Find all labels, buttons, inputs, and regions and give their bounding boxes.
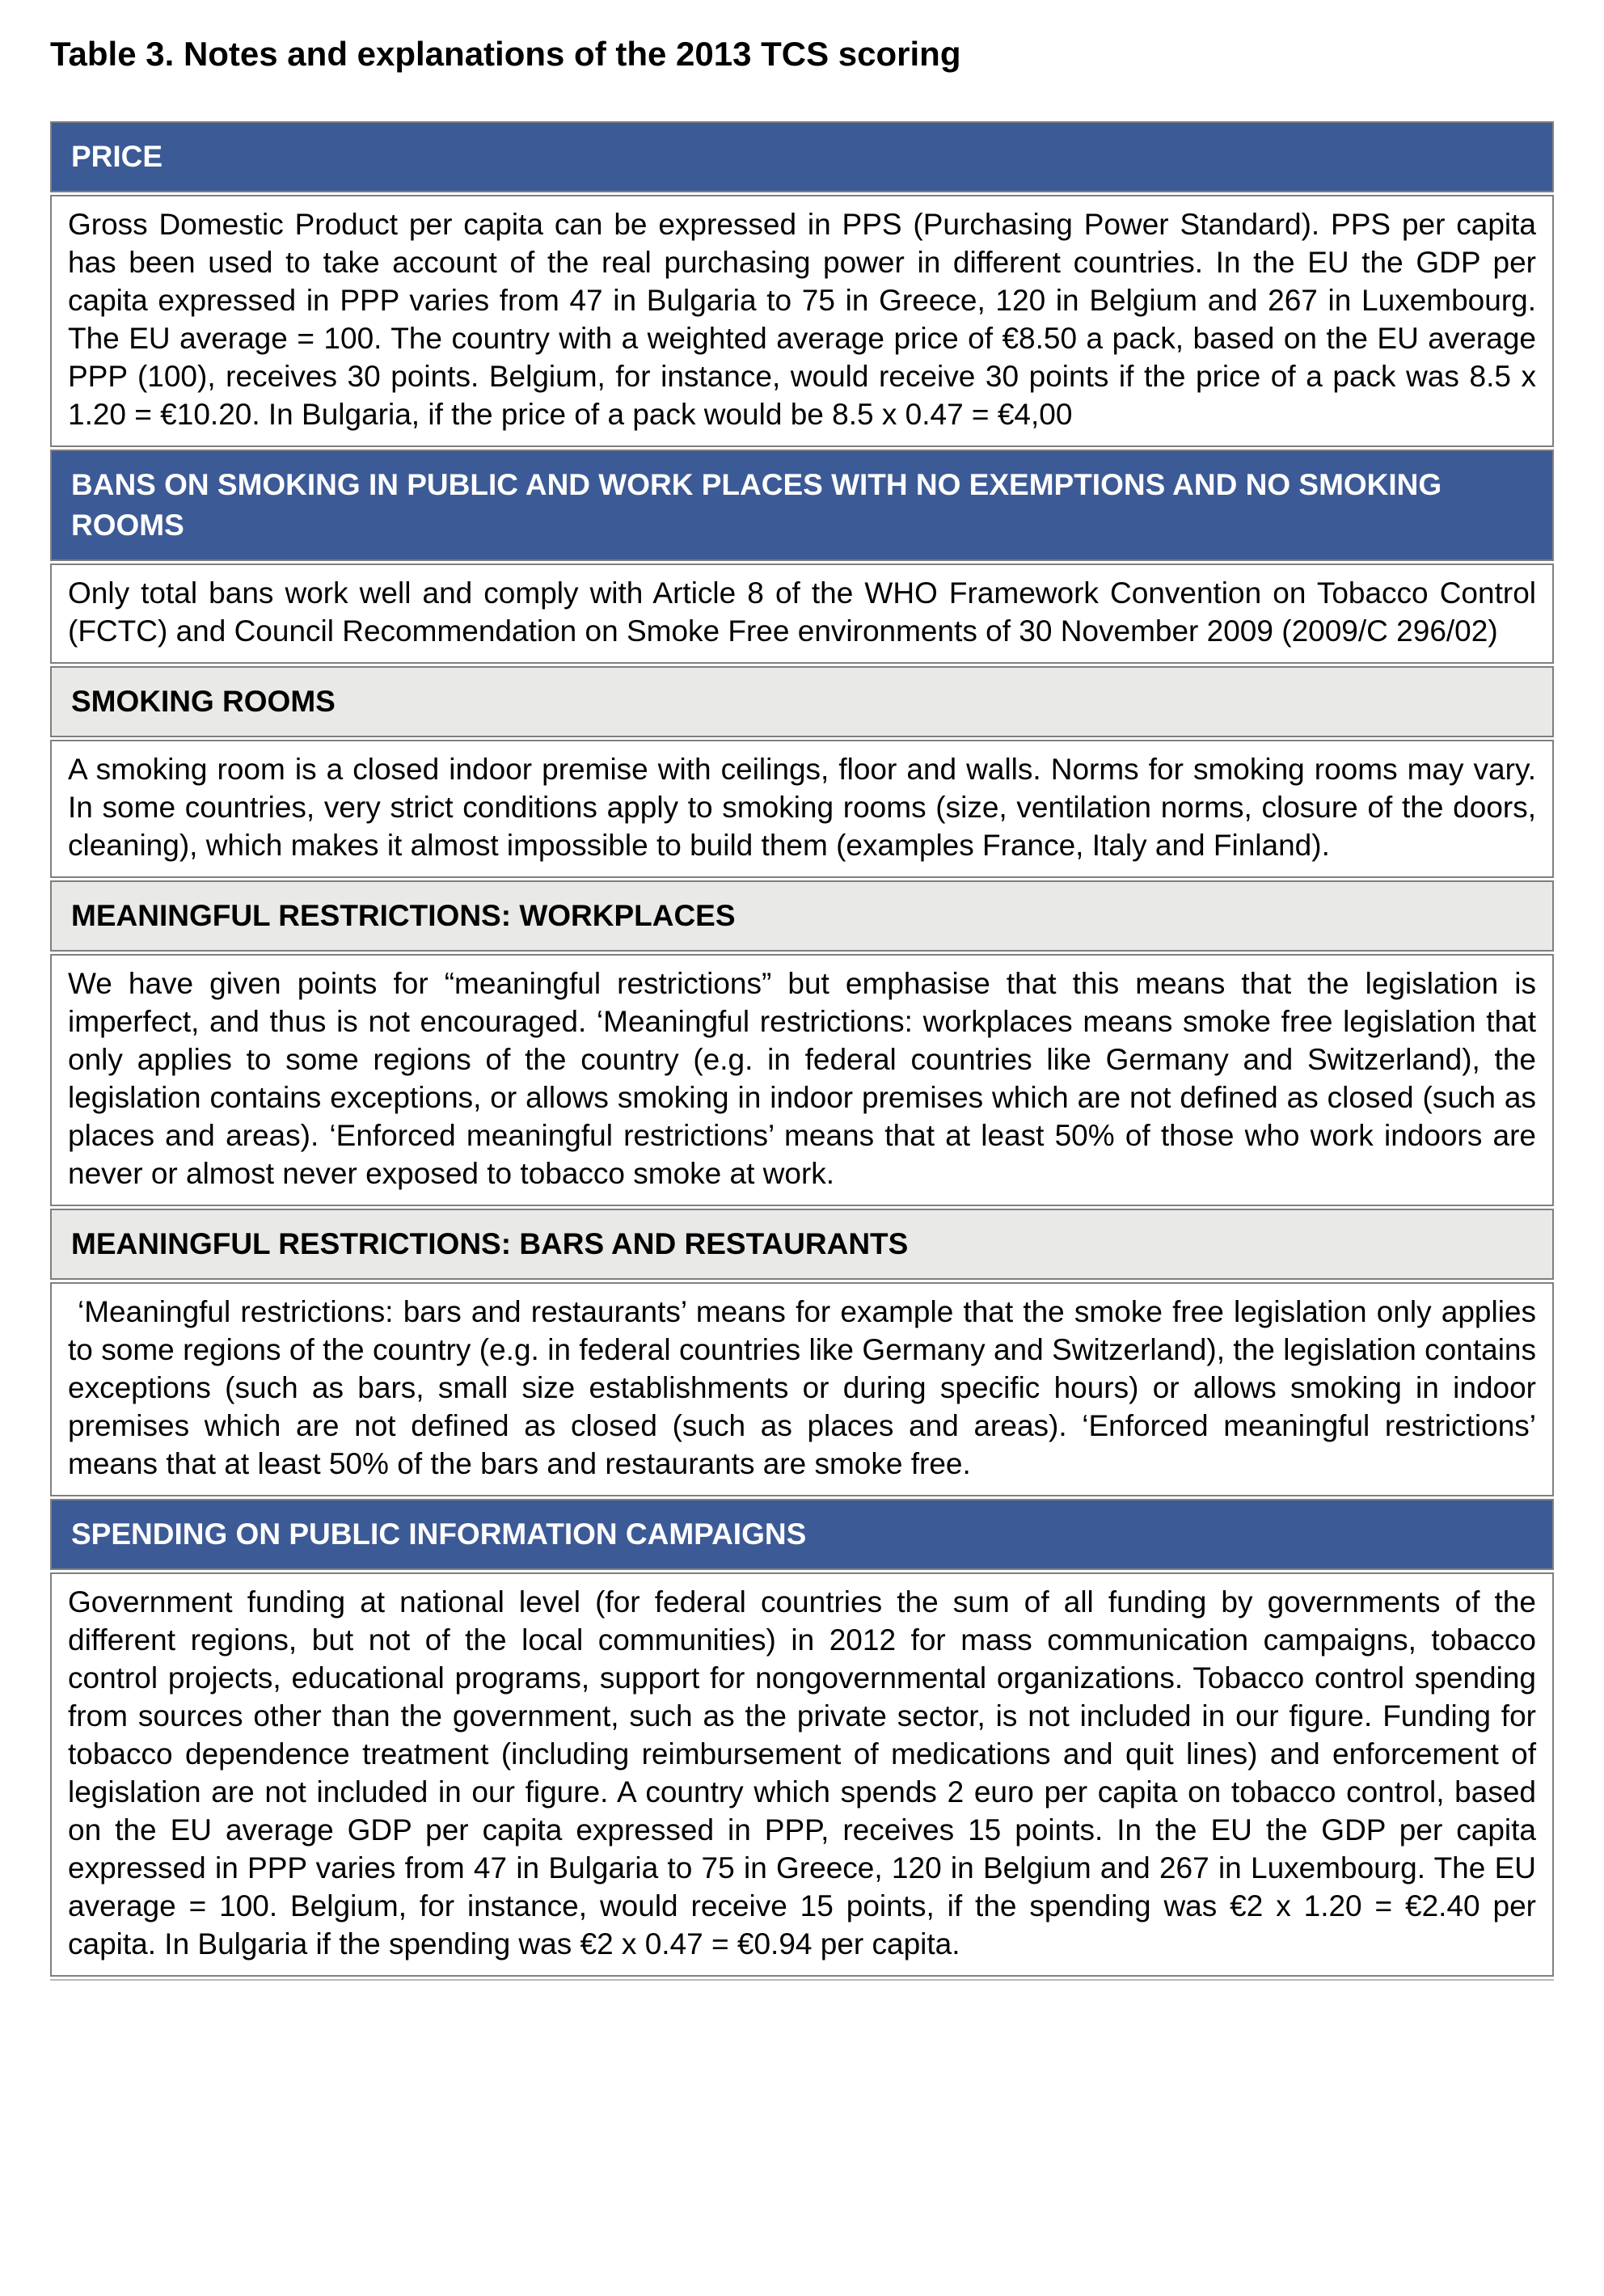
body-restrictions-workplaces (50, 954, 1554, 1206)
header-spending-campaigns-label: SPENDING ON PUBLIC INFORMATION CAMPAIGNS (71, 1517, 807, 1551)
body-restrictions-workplaces-text: We have given points for “meaningful restrictions” but emphasise that this means that the legislation is imperfect, and thus is not encouraged. ‘Meaningful restrictions: workplaces means smoke free legislation that only applies to some regions of the country (e.g. in federal countries like Germany and Switzerland), the legislation contains exceptions, or allows smoking in indoor premises which are not defined as closed (such as places and areas). ‘Enforced meaningful restrictions’ means that at least 50% of those who work indoors are never or almost never exposed to tobacco smoke at work. (68, 967, 1536, 1191)
body-smoking-rooms (50, 740, 1554, 878)
header-price (50, 121, 1554, 192)
header-restrictions-workplaces-label: MEANINGFUL RESTRICTIONS: WORKPLACES (71, 899, 736, 933)
body-restrictions-bars-restaurants (50, 1282, 1554, 1496)
header-smoking-rooms (50, 666, 1554, 737)
header-spending-campaigns (50, 1499, 1554, 1570)
body-bans-on-smoking (50, 563, 1554, 664)
header-restrictions-bars-restaurants (50, 1209, 1554, 1280)
body-price-text: Gross Domestic Product per capita can be expressed in PPS (Purchasing Power Standard). PPS per capita has been used to take account of the real purchasing power in different countries. In the EU the GDP per capita expressed in PPP varies from 47 in Bulgaria to 75 in Greece, 120 in Belgium and 267 in Luxembourg. The EU average = 100. The country with a weighted average price of €8.50 a pack, based on the EU average PPP (100), receives 30 points. Belgium, for instance, would receive 30 points if the price of a pack was 8.5 x 1.20 = €10.20. In Bulgaria, if the price of a pack would be 8.5 x 0.47 = €4,00 (68, 208, 1536, 432)
header-bans-on-smoking-label: BANS ON SMOKING IN PUBLIC AND WORK PLACES WITH NO EXEMPTIONS AND NO SMOKING ROOMS (71, 468, 1442, 542)
body-restrictions-bars-restaurants-text: ‘Meaningful restrictions: bars and restaurants’ means for example that the smoke free legislation only applies to some regions of the country (e.g. in federal countries like Germany and Switzerland), the legislation contains exceptions (such as bars, small size establishments or during specific hours) or allows smoking in indoor premises which are not defined as closed (such as places and areas). ‘Enforced meaningful restrictions’ means that at least 50% of the bars and restaurants are smoke free. (68, 1295, 1536, 1481)
header-restrictions-workplaces (50, 880, 1554, 952)
header-price-label: PRICE (71, 140, 163, 174)
body-bans-on-smoking-text: Only total bans work well and comply with Article 8 of the WHO Framework Convention on Tobacco Control (FCTC) and Council Recommendation on Smoke Free environments of 30 November 2009 (2009/C 296/02) (68, 576, 1536, 648)
body-spending-campaigns-text: Government funding at national level (for federal countries the sum of all funding by governments of the different regions, but not of the local communities) in 2012 for mass communication campaigns, tobacco control projects, educational programs, support for nongovernmental organizations. Tobacco control spending from sources other than the government, such as the private sector, is not included in our figure. Funding for tobacco dependence treatment (including reimbursement of medications and quit lines) and enforcement of legislation are not included in our figure. A country which spends 2 euro per capita on tobacco control, based on the EU average GDP per capita expressed in PPP, receives 15 points. In the EU the GDP per capita expressed in PPP varies from 47 in Bulgaria to 75 in Greece, 120 in Belgium and 267 in Luxembourg. The EU average = 100. Belgium, for instance, would receive 15 points, if the spending was €2 x 1.20 = €2.40 per capita. In Bulgaria if the spending was €2 x 0.47 = €0.94 per capita. (68, 1585, 1536, 1961)
body-spending-campaigns (50, 1572, 1554, 1977)
table-title: Table 3. Notes and explanations of the 2013 TCS scoring (50, 35, 961, 73)
tcs-notes-table (50, 121, 1554, 1981)
header-restrictions-bars-restaurants-label: MEANINGFUL RESTRICTIONS: BARS AND RESTAURANTS (71, 1227, 909, 1261)
header-bans-on-smoking (50, 449, 1554, 561)
body-smoking-rooms-text: A smoking room is a closed indoor premise with ceilings, floor and walls. Norms for smoking rooms may vary. In some countries, very strict conditions apply to smoking rooms (size, ventilation norms, closure of the doors, cleaning), which makes it almost impossible to build them (examples France, Italy and Finland). (68, 753, 1536, 863)
body-price (50, 195, 1554, 447)
header-smoking-rooms-label: SMOKING ROOMS (71, 685, 336, 719)
